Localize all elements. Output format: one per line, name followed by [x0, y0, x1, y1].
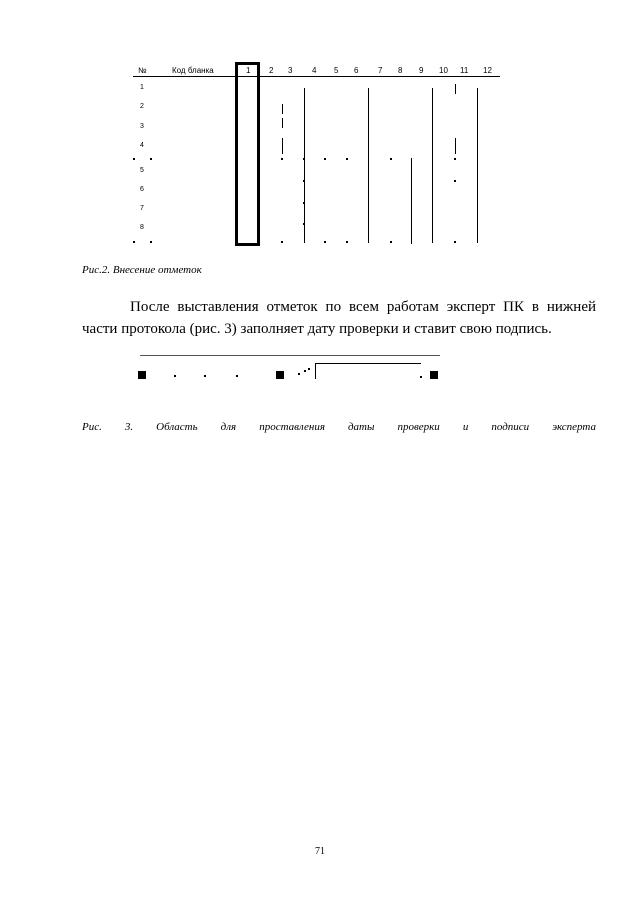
- tick-mark: [150, 158, 152, 160]
- caption-word: проставления: [259, 421, 325, 433]
- header-col-3: 3: [288, 66, 293, 75]
- caption-word: даты: [347, 421, 375, 433]
- header-col-9: 9: [419, 66, 424, 75]
- alignment-marker: [276, 371, 284, 379]
- tick-mark: [324, 241, 326, 243]
- caption-word: эксперта: [552, 421, 596, 433]
- header-col-7: 7: [378, 66, 383, 75]
- tick-mark: [133, 158, 135, 160]
- header-underline: [133, 76, 500, 77]
- header-col-12: 12: [483, 66, 492, 75]
- header-number: №: [138, 66, 147, 75]
- header-code: Код бланка: [172, 66, 214, 75]
- dot-mark: [298, 373, 300, 375]
- column-line: [477, 88, 478, 243]
- dot-mark: [204, 375, 206, 377]
- caption-word: Область: [156, 421, 198, 433]
- tick-mark: [150, 241, 152, 243]
- row-number: 7: [140, 205, 144, 212]
- dot-mark: [174, 375, 176, 377]
- mark-line: [282, 138, 283, 154]
- caption-word: для: [220, 421, 237, 433]
- protocol-table-figure: [128, 60, 500, 250]
- dot-mark: [304, 370, 306, 372]
- column-line: [368, 88, 369, 243]
- header-col-11: 11: [460, 66, 469, 75]
- tick-mark: [454, 241, 456, 243]
- row-number: 1: [140, 84, 144, 91]
- mark-line: [282, 118, 283, 128]
- row-number: 8: [140, 224, 144, 231]
- caption-word: проверки: [397, 421, 440, 433]
- caption-word: и: [462, 421, 469, 433]
- row-number: 4: [140, 142, 144, 149]
- tick-mark: [133, 241, 135, 243]
- tick-mark: [281, 241, 283, 243]
- tick-mark: [346, 241, 348, 243]
- row-number: 6: [140, 186, 144, 193]
- caption-word: подписи: [491, 421, 530, 433]
- mark-line: [455, 138, 456, 154]
- header-col-2: 2: [269, 66, 274, 75]
- paragraph-line: После выставления отметок по всем работам эксперт ПК в нижней: [130, 299, 596, 315]
- tick-mark: [303, 223, 305, 225]
- caption-word: 3.: [124, 421, 134, 433]
- column-line: [304, 88, 305, 243]
- dot-mark: [236, 375, 238, 377]
- tick-mark: [281, 158, 283, 160]
- tick-mark: [390, 241, 392, 243]
- mark-line: [282, 104, 283, 114]
- body-paragraph: [82, 296, 596, 340]
- column-line: [432, 88, 433, 243]
- header-col-1: 1: [246, 66, 251, 75]
- alignment-marker: [430, 371, 438, 379]
- caption-word: Рис.: [82, 421, 102, 433]
- figure2-caption: Рис.2. Внесение отметок: [82, 264, 202, 276]
- signature-field: [315, 363, 421, 379]
- tick-mark: [303, 158, 305, 160]
- tick-mark: [454, 180, 456, 182]
- paragraph-line: части протокола (рис. 3) заполняет дату проверки и ставит свою подпись.: [82, 321, 552, 337]
- header-col-6: 6: [354, 66, 359, 75]
- header-col-5: 5: [334, 66, 339, 75]
- row-number: 3: [140, 123, 144, 130]
- row-number: 5: [140, 167, 144, 174]
- alignment-marker: [138, 371, 146, 379]
- header-col-8: 8: [398, 66, 403, 75]
- tick-mark: [303, 180, 305, 182]
- page-number: 71: [315, 846, 325, 857]
- column-line: [411, 158, 412, 244]
- selected-column-box: [235, 62, 260, 246]
- tick-mark: [390, 158, 392, 160]
- top-rule: [140, 355, 440, 356]
- tick-mark: [303, 202, 305, 204]
- tick-mark: [346, 158, 348, 160]
- header-col-4: 4: [312, 66, 317, 75]
- tick-mark: [454, 158, 456, 160]
- tick-mark: [324, 158, 326, 160]
- figure3-caption: [82, 421, 596, 434]
- header-col-10: 10: [439, 66, 448, 75]
- mark-line: [455, 84, 456, 94]
- dot-mark: [308, 368, 310, 370]
- date-signature-figure: [132, 352, 448, 380]
- row-number: 2: [140, 103, 144, 110]
